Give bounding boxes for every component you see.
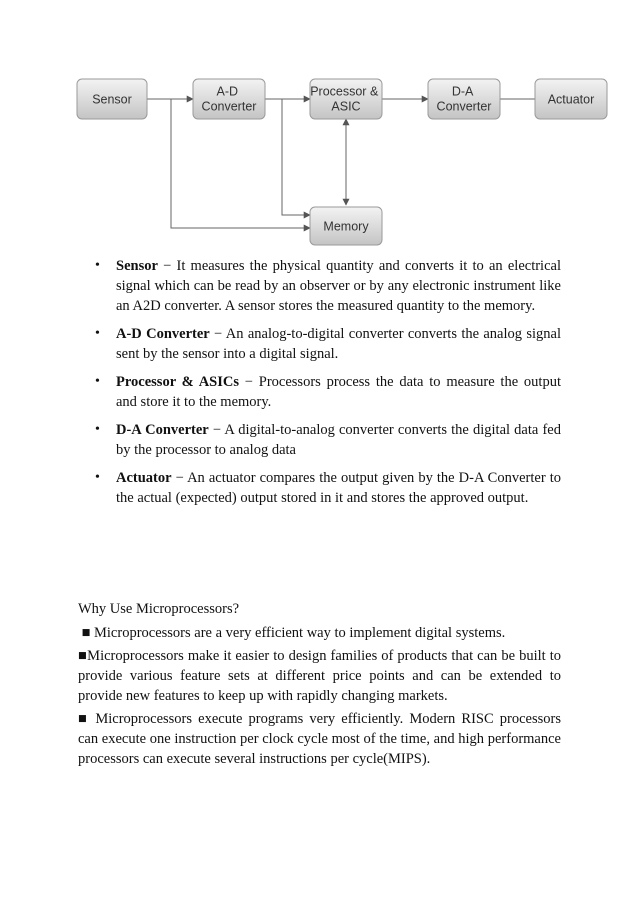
term-description: An actuator compares the output given by the D-A Converter to the actual (expected) output stored in it and stores the approved output. — [116, 470, 561, 506]
list-item: • A-D Converter − An analog-to-digital converter converts the analog signal sent by the sensor into a digital signal. — [95, 326, 561, 362]
why-section — [78, 599, 561, 772]
term-description: It measures the physical quantity and converts it to an electrical signal which can be read by an observer or by any electronic instrument like an A2D converter. A sensor stores the measured quantity to the memory. — [116, 258, 561, 314]
term-label: D-A Converter — [116, 422, 209, 438]
list-item: • Actuator − An actuator compares the output given by the D-A Converter to the actual (expected) output stored in it and stores the approved output. — [95, 470, 561, 506]
bullet-marker: • — [95, 422, 100, 437]
node-adc — [193, 79, 265, 119]
arrow-adc-to-memory — [282, 99, 310, 215]
term-description: Processors process the data to measure the output and store it to the memory. — [116, 374, 561, 410]
node-memory — [310, 207, 382, 245]
bullet-marker: • — [95, 258, 100, 273]
section-title: Why Use Microprocessors? — [78, 601, 240, 617]
node-dac-label: D-A Converter — [436, 84, 492, 114]
node-dac — [428, 79, 500, 119]
term-label: Processor & ASICs — [116, 374, 240, 390]
node-sensor-label: Sensor — [92, 92, 132, 107]
node-processor-label: Processor & ASIC — [310, 84, 379, 114]
term-label: Actuator — [116, 470, 172, 486]
paragraph: ■ Microprocessors are a very efficient way to implement digital systems. — [78, 625, 506, 641]
bullet-marker: • — [95, 374, 100, 389]
term-description: A digital-to-analog converter converts the digital data fed by the processor to analog data — [116, 422, 561, 458]
node-adc-label: A-D Converter — [201, 84, 257, 114]
term-description: An analog-to-digital converter converts the analog signal sent by the sensor into a digital signal. — [116, 326, 561, 362]
paragraph: ■ Microprocessors execute programs very efficiently. Modern RISC processors can execute one instruction per clock cycle most of the time, and high performance processors can execute several instructions per cycle(MIPS). — [78, 711, 561, 767]
node-memory-label: Memory — [323, 219, 369, 234]
list-item: • Processor & ASICs − Processors process the data to measure the output and store it to the memory. — [95, 374, 561, 410]
paragraph: ■Microprocessors make it easier to design families of products that can be built to provide various feature sets at different price points and can be extended to provide new features to keep up with rapidly changing markets. — [78, 648, 561, 704]
bullet-marker: • — [95, 470, 100, 485]
node-actuator — [535, 79, 607, 119]
bullet-marker: • — [95, 326, 100, 341]
term-label: A-D Converter — [116, 326, 210, 342]
node-processor — [310, 79, 382, 119]
block-diagram — [70, 70, 610, 252]
node-actuator-label: Actuator — [547, 92, 595, 107]
list-item: • Sensor − It measures the physical quantity and converts it to an electrical signal which can be read by an observer or by any electronic instrument like an A2D converter. A sensor stores the measured quantity to the memory. — [95, 258, 561, 314]
term-label: Sensor — [116, 258, 158, 274]
list-item: • D-A Converter − A digital-to-analog converter converts the digital data fed by the processor to analog data — [95, 422, 561, 458]
component-list — [95, 256, 561, 516]
node-sensor — [77, 79, 147, 119]
